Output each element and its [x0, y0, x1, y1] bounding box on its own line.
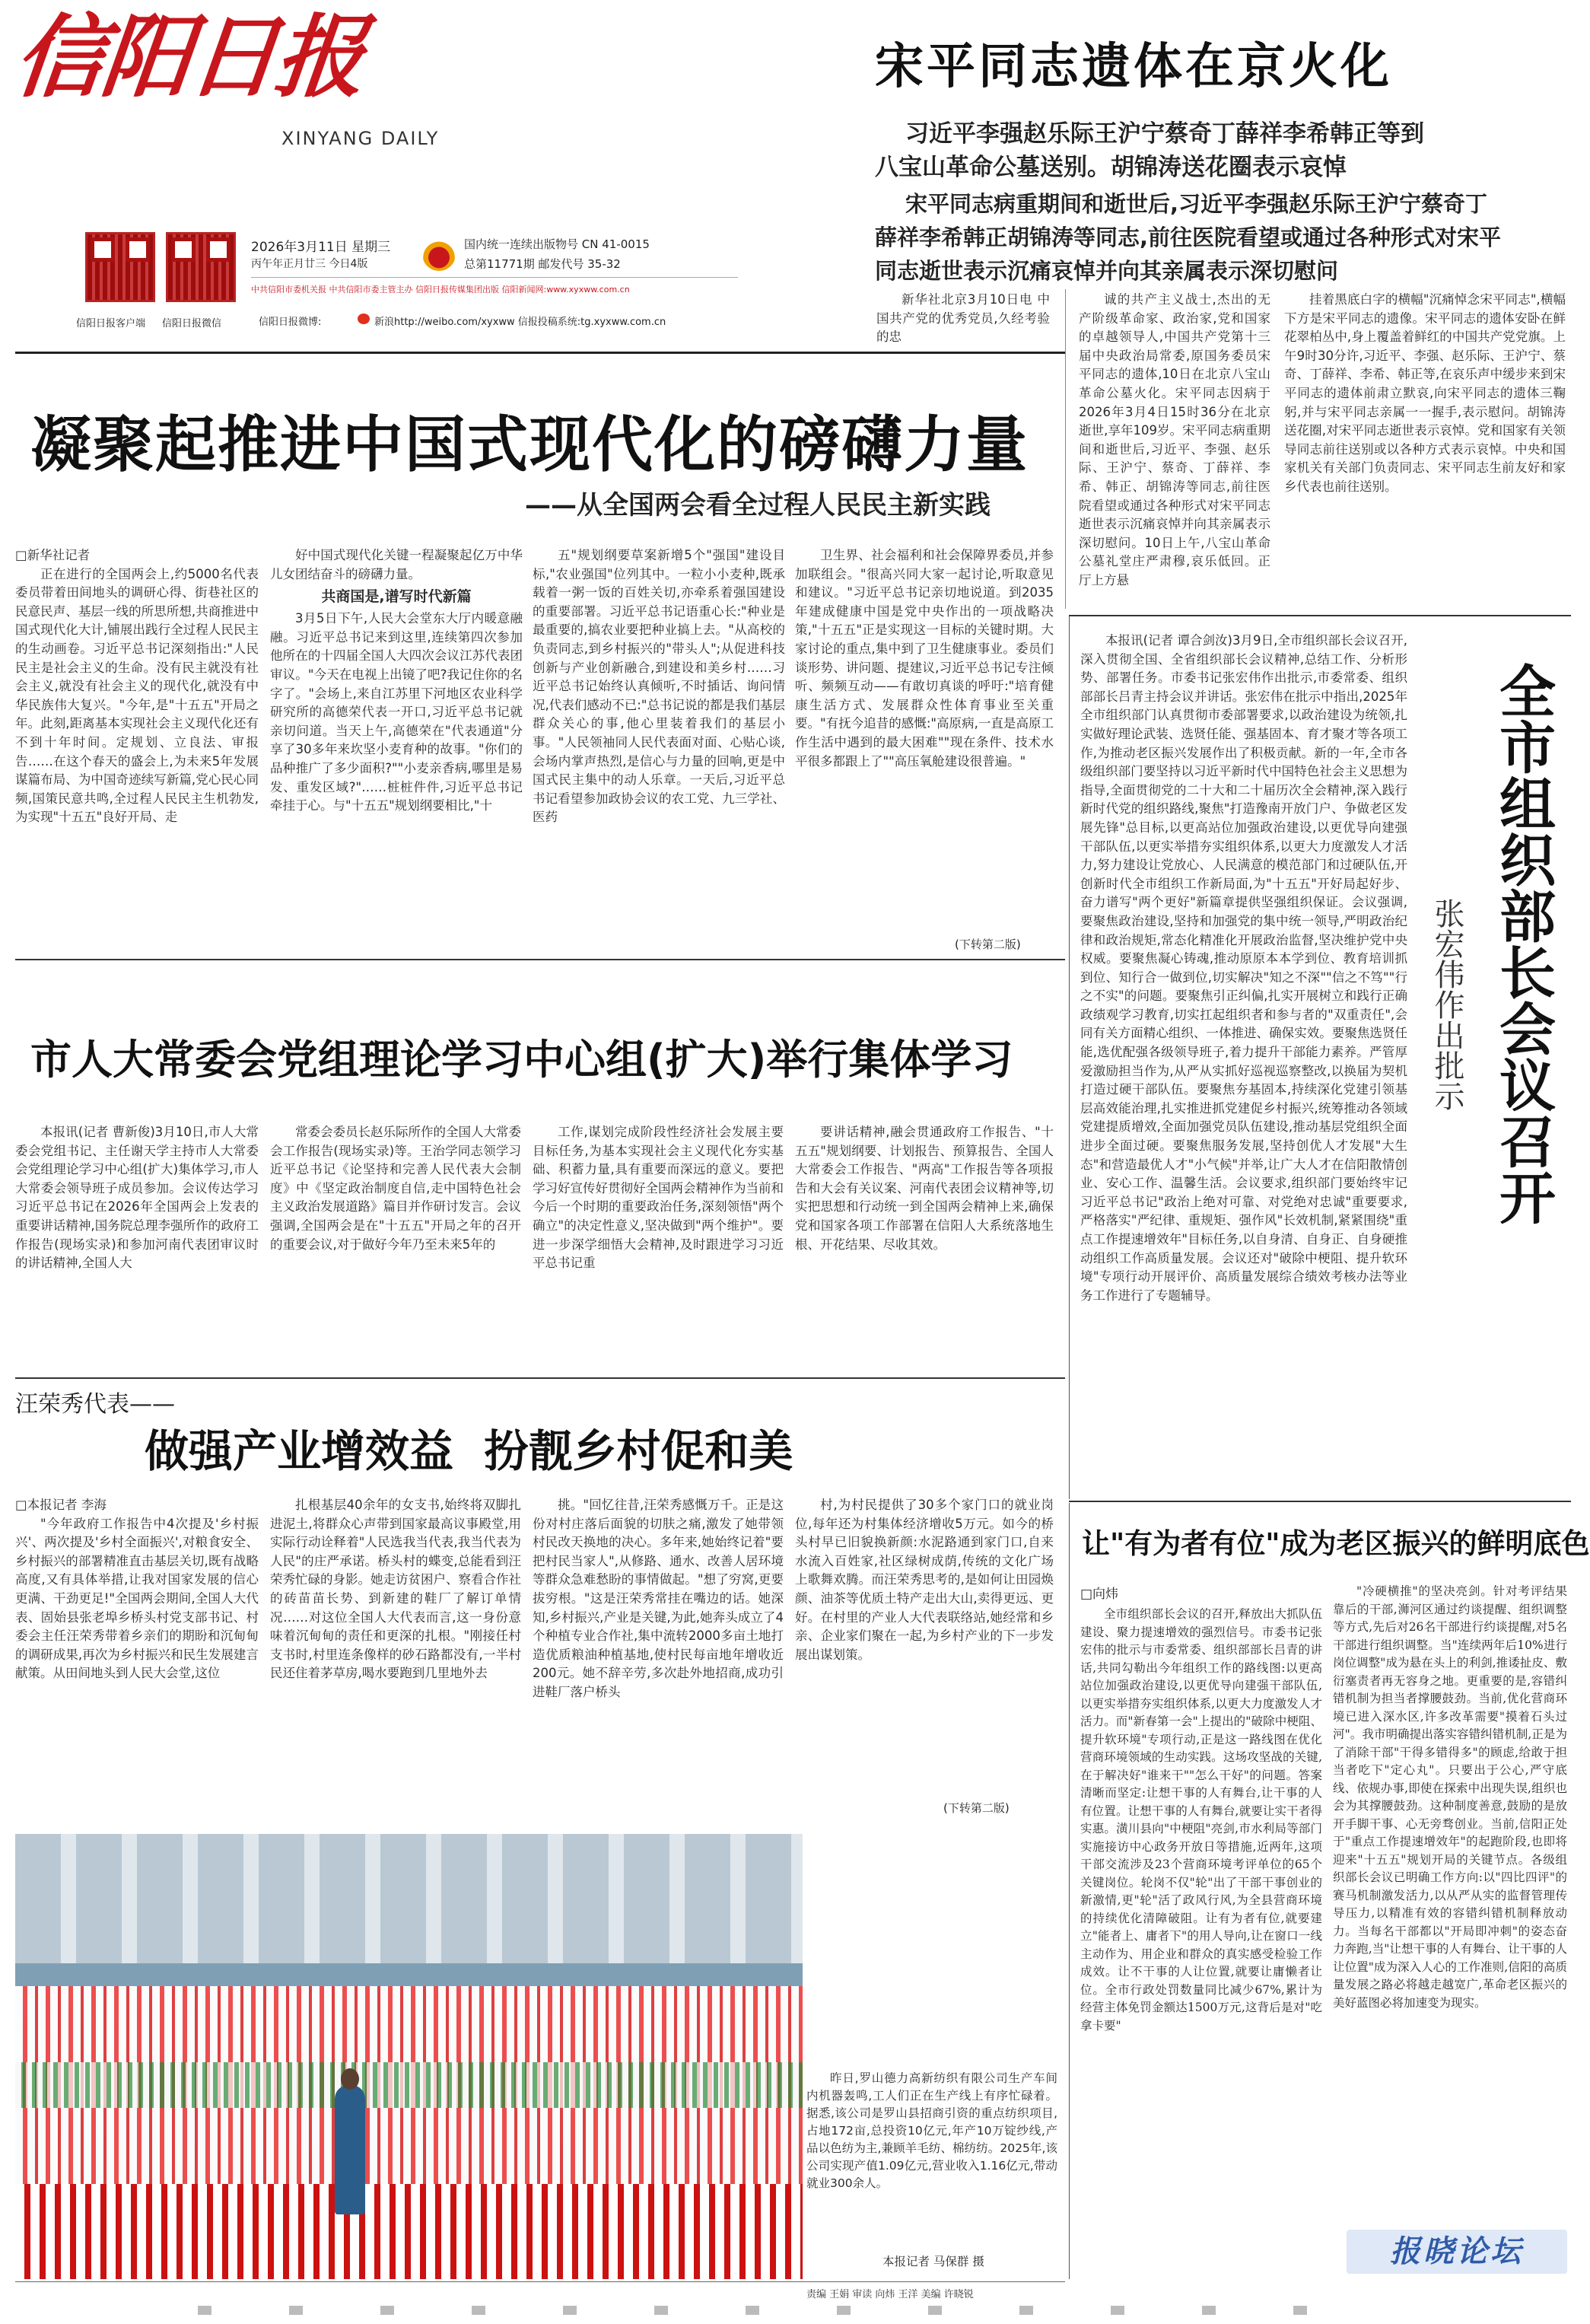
- photo-caption: 昨日,罗山德力高新纺织有限公司生产车间内机器轰鸣,工人们正在生产线上有序忙碌着。据悉,该公司是罗山县招商引资的重点纺织项目,占地172亩,总投资10亿元,年产10万锭纱线,产品以色纺为主,兼顾羊毛纺、棉纺纺。2025年,该公司实现产值1.09亿元,营业收入1.16亿元,带动就业300余人。: [806, 2071, 1057, 2190]
- top-story-col2: 诚的共产主义战士,杰出的无产阶级革命家、政治家,党和国家的卓越领导人,中国共产党第十三届中央政治局常委,原国务委员宋平同志的遗体,10日在北京八宝山革命公墓火化。宋平同志因病于2026年3月4日15时36分在北京逝世,享年109岁。宋平同志病重期间和逝世后,习近平、李强、赵乐际、王沪宁、蔡奇、丁薛祥、李希、韩正、胡锦涛等同志,前往医院看望或通过各种形式对宋平同志逝世表示沉痛哀悼并向其亲属表示深切慰问。10日上午,八宝山革命公墓礼堂庄严肃穆,哀乐低回。正厅上方悬: [1079, 292, 1270, 587]
- profile-col2: 扎根基层40余年的女支书,始终将双脚扎进泥土,将群众心声带到国家最高议事殿堂,用实际行动诠释着"人民选我当代表,我当代表为人民"的庄严承诺。桥头村的蝶变,总能看到汪荣秀忙碌的身影。她走访贫困户、察看合作社的砖苗苗长势、到新建的鞋厂了解订单情况……对这位全国人大代表而言,这一身份意味着沉甸甸的责任和更深的扎根。"刚接任村支书时,村里连条像样的砂石路都没有,一半村民还住着茅草房,喝水要跑到几里地外去: [270, 1498, 521, 1681]
- top-story-sub4: 薛祥李希韩正胡锦涛等同志,前往医院看望或通过各种形式对宋平: [875, 224, 1502, 250]
- feature-headline: 全市组织部长会议召开: [1490, 662, 1556, 1225]
- weibo-label: 信阳日报微博:: [259, 317, 322, 328]
- cn-number: 国内统一连续出版物号 CN 41-0015: [464, 237, 650, 251]
- footer-decor: [198, 2306, 1385, 2315]
- study-col3: 工作,谋划完成阶段性经济社会发展主要目标任务,为基本实现社会主义现代化夯实基础、积蓄力量,具有重要而深远的意义。要把学习好宣传好贯彻好全国两会精神作为当前和今后一个时期的重要政治任务,深刻领悟"两个确立"的决定性意义,坚决做到"两个维护"。要进一步深学细悟大会精神,及时跟进学习习近平总书记重: [533, 1125, 784, 1271]
- sun-logo-icon: [422, 237, 456, 271]
- issue-lunar: 丙午年正月廿三 今日4版: [251, 258, 368, 270]
- profile-col3: 挑。"回忆往昔,汪荣秀感慨万千。正是这份对村庄落后面貌的切肤之痛,激发了她带领村民改天换地的决心。多年来,她始终记着"要把村民当家人",从修路、通水、改善人居环境等群众急难愁盼的事情做起。"想了穷窝,更要拔穷根。"这是汪荣秀常挂在嘴边的话。她深知,乡村振兴,产业是关键,为此,她奔头成立了4个种植专业合作社,集中流转2000多亩土地打造优质粮油种植基地,使村民每亩地年增收近200元。她不辞辛劳,多次赴外地招商,成功引进鞋厂落户桥头: [533, 1498, 784, 1699]
- main-col2: 好中国式现代化关键一程凝聚起亿万中华儿女团结奋斗的磅礴力量。 共商国是,谱写时代新篇 3月5日下午,人民大会堂东大厅内暖意融融。习近平总书记来到这里,连续第四次参加他所在的十四届全国人大四次会议江苏代表团审议。"今天在电视上出镜了吧?我记住你的名字了。"会场上,来自江苏里下河地区农业科学研究所的高德荣代表一开口,习近平总书记就亲切问道。当天上午,高德荣在"代表通道"分享了30多年来坎坚小麦育种的故事。"你们的品种推广了多少面积?""小麦亲香病,哪里是易发、重发区域?"……桩桩件件,习近平总书记牵挂于心。与"十五五"规划纲要相比,"十: [270, 548, 523, 813]
- sponsor-line: 中共信阳市委机关报 中共信阳市委主管主办 信阳日报传媒集团出版 信阳新闻网:www.xyxww.com.cn: [251, 285, 630, 294]
- footer-editors: 责编 王娟 审读 向炜 王洋 美编 许晓锐: [806, 2289, 974, 2300]
- editorial-col1: 全市组织部长会议的召开,释放出大抓队伍建设、聚力提速增效的强烈信号。市委书记张宏伟的批示与市委常委、组织部部长吕青的讲话,共同勾勒出今年组织工作的路线图:以更高站位加强政治建设,以更优导向建强干部队伍,以更实举措夯实组织体系,以更大力度激发人才活力。而"新春第一会"上提出的"破除中梗阻、提升软环境"专项行动,正是这一路线图在优化营商环境领域的生动实践。这场攻坚战的关键,在于解决好"谁来干""怎么干好"的问题。答案清晰而坚定:让想干事的人有舞台,让干事的人有位置。让想干事的人有舞台,就要让实干者得实惠。潢川县向"中梗阻"亮剑,市水利局等部门实施接访中心政务开放日等措施,近两年,这项干部交流涉及23个营商环境考评单位的65个关键岗位。轮岗不仅"轮"出了干部干事创业的新激情,更"轮"活了政风行风,为全县营商环境的持续优化清障破阻。让有为者有位,就要建立"能者上、庸者下"的用人导向,让在窗口一线主动作为、用企业和群众的真实感受检验工作成效。让不干事的人让位置,就要让庸懒者让位。全市行政处罚数量同比减少67%,累计为经营主体免罚金额达1500万元,这背后是对"吃拿卡要": [1080, 1607, 1322, 2033]
- top-story-col1: 新华社北京3月10日电 中国共产党的优秀党员,久经考验的忠: [876, 292, 1050, 345]
- main-col3: 五"规划纲要草案新增5个"强国"建设目标,"农业强国"位列其中。一粒小小麦种,既承载着一粥一饭的百姓关切,亦牵系着强国建设的重要部署。习近平总书记语重心长:"种业是最重要的,搞农业要把种业搞上去。"从高校的负责同志,到乡村振兴的"带头人";从促进科技创新与产业创新融合,到建设和美乡村……习近平总书记始终认真倾听,不时插话、询问情况,代表们感动不已:"总书记说的都是我们基层群众关心的事,他心里装着我们的基层小事。"人民领袖同人民代表面对面、心贴心谈,会场内掌声热烈,是信心与力量的回响,更是中国式民主集中的动人乐章。一天后,习近平总书记看望参加政协会议的农工党、九三学社、医药: [533, 548, 785, 825]
- qr-code-icon: [85, 232, 155, 302]
- study-col4: 要讲话精神,融会贯通政府工作报告、"十五五"规划纲要、计划报告、预算报告、全国人大常委会工作报告、"两高"工作报告等各项报告和大会有关议案、河南代表团会议精神等,切实把思想和行动统一到全国两会精神上来,确保党和国家各项工作部署在信阳人大系统落地生根、开花结果、尽收其效。: [795, 1125, 1054, 1252]
- main-col4: 卫生界、社会福利和社会保障界委员,并参加联组会。"很高兴同大家一起讨论,听取意见和建议。"习近平总书记亲切地说道。到2035年建成健康中国是党中央作出的一项战略决策,"十五五"正是实现这一目标的关键时期。大家讨论的重点,集中到了卫生健康事业。委员们谈形势、讲问题、提建议,习近平总书记专注倾听、频频互动——有敢切真谈的呼吁:"培育健康生活方式、发展群众性体育事业至关重要。"有抚今追昔的感慨:"高原病,一直是高原工作生活中遇到的最大困难""现在条件、技术水平很多都跟上了""高压氧舱建设很普遍。": [795, 548, 1054, 769]
- masthead-logo: 信阳日报: [9, 4, 368, 110]
- qr-app-label: 信阳日报客户端: [76, 318, 146, 329]
- study-headline: 市人大常委会党组理论学习中心组(扩大)举行集体学习: [30, 1036, 1013, 1084]
- top-story-sub3: 宋平同志病重期间和逝世后,习近平李强赵乐际王沪宁蔡奇丁: [905, 191, 1488, 217]
- profile-continued: (下转第二版): [943, 1801, 1010, 1815]
- qr-code-icon: [166, 232, 236, 302]
- feature-subhead: 张宏伟作出批示: [1429, 898, 1464, 1111]
- editorial-headline: 让"有为者有位"成为老区振兴的鲜明底色: [1082, 1527, 1590, 1560]
- top-story-sub1: 习近平李强赵乐际王沪宁蔡奇丁薛祥李希韩正等到: [905, 120, 1424, 148]
- study-col1: 本报讯(记者 曹新俊)3月10日,市人大常委会党组书记、主任谢天学主持市人大常委会党组理论学习中心组(扩大)集体学习,市人大常委会领导班子成员参加。会议传达学习习近平总书记在2026年全国两会上发表的重要讲话精神,国务院总理李强所作的政府工作报告(现场实录)和参加河南代表团审议时的讲话精神,全国人大: [15, 1125, 259, 1271]
- top-story-col3: 挂着黑底白字的横幅"沉痛悼念宋平同志",横幅下方是宋平同志的遗像。宋平同志的遗体安卧在鲜花翠柏丛中,身上覆盖着鲜红的中国共产党党旗。上午9时30分许,习近平、李强、赵乐际、王沪宁、蔡奇、丁薛祥、李希、韩正等,在哀乐声中缓步来到宋平同志的遗体前肃立默哀,向宋平同志的遗体三鞠躬,并与宋平同志亲属一一握手,表示慰问。胡锦涛送花圈,对宋平同志逝世表示哀悼。党和国家有关领导同志前往送别或以各种方式表示哀悼。中央和国家机关有关部门负责同志、宋平同志生前友好和家乡代表也前往送别。: [1284, 292, 1566, 494]
- editorial-badge: 报晓论坛: [1347, 2230, 1567, 2274]
- top-story-sub5: 同志逝世表示沉痛哀悼并向其亲属表示深切慰问: [875, 258, 1339, 284]
- factory-photo: [15, 1834, 803, 2279]
- main-col1: □新华社记者 正在进行的全国两会上,约5000名代表委员带着田间地头的调研心得、街巷社区的民意民声、基层一线的所思所想,共商推进中国式现代化大计,铺展出践行全过程人民民主的生动画卷。习近平总书记深刻指出:"人民民主是社会主义的生命。没有民主就没有社会主义,就没有社会主义的现代化,就没有中华民族伟大复兴。"今年,是"十五五"开局之年。此刻,距离基本实现社会主义现代化还有不到十年时间。定规划、立良法、审报告……在这个春天的盛会上,为未来5年发展谋篇布局、为中国奇迹续写新篇,党心民心同频,国策民意共鸣,全过程人民民主生机勃发,为实现"十五五"良好开局、走: [15, 548, 259, 825]
- study-col2: 常委会委员长赵乐际所作的全国人大常委会工作报告(现场实录)等。王治学同志领学习近平总书记《论坚持和完善人民代表大会制度》中《坚定政治制度自信,走中国特色社会主义政治发展道路》篇目并作研讨发言。会议强调,全国两会是在"十五五"开局之年的召开的重要会议,对于做好今年乃至未来5年的: [270, 1125, 521, 1252]
- issue-date: 2026年3月11日 星期三: [251, 240, 391, 255]
- weibo-links: 新浪http://weibo.com/xyxww 信报投稿系统:tg.xyxww.com.cn: [374, 317, 666, 328]
- profile-col4: 村,为村民提供了30多个家门口的就业岗位,每年还为村集体经济增收5万元。如今的桥头村早已旧貌换新颜:水泥路通到家门口,自来水流入百姓家,社区绿树成荫,传统的文化广场上歌舞欢腾。而汪荣秀思考的,是如何让田园焕颜、油茶等优质土特产走出大山,卖得更远、更好。在村里的产业人大代表联络站,她经常和乡亲、企业家们聚在一起,为乡村产业的下一步发展出谋划策。: [795, 1498, 1054, 1662]
- main-subhead: ——从全国两会看全过程人民民主新实践: [525, 490, 991, 521]
- editorial-byline: □向炜: [1080, 1587, 1119, 1602]
- main-continued: (下转第二版): [955, 938, 1021, 951]
- top-story-headline: 宋平同志遗体在京火化: [875, 39, 1392, 95]
- profile-col1: □本报记者 李海 "今年政府工作报告中4次提及'乡村振兴'、两次提及'乡村全面振兴',对粮食安全、乡村振兴的部署精准直击基层关切,既有战略高度,又有具体举措,让我对国家发展的信心更满、干劲更足!"全国两会期间,全国人大代表、固始县张老埠乡桥头村党支部书记、村委会主任汪荣秀带着乡亲们的期盼和沉甸甸的调研成果,再次为乡村振兴和民生发展建言献策。从田间地头到人民大会堂,这位: [15, 1498, 259, 1681]
- feature-body: 本报讯(记者 谭合剑汝)3月9日,全市组织部长会议召开,深入贯彻全国、全省组织部长会议精神,总结工作、分析形势、部署任务。市委书记张宏伟作出批示,市委常委、组织部部长吕青主持会议并讲话。张宏伟在批示中指出,2025年全市组织部门认真贯彻市委部署要求,以政治建设为统领,扎实做好理论武装、选贤任能、强基固本、育才聚才等各项工作,为推动老区振兴发展作出了积极贡献。新的一年,全市各级组织部门要坚持以习近平新时代中国特色社会主义思想为指导,全面贯彻党的二十大和二十届历次全会精神,深入践行新时代党的组织路线,聚焦"打造豫南开放门户、争做老区发展先锋"总目标,以更高站位加强政治建设,以更优导向建强干部队伍,以更实举措夯实组织体系,以更大力度激发人才活力,努力建设让党放心、人民满意的模范部门和过硬队伍,开创新时代全市组织工作新局面,为"十五五"开好局起好步、奋力谱写"两个更好"新篇章提供坚强组织保证。会议强调,要聚焦政治建设,坚持和加强党的集中统一领导,严明政治纪律和政治规矩,常态化精准化开展政治监督,坚决维护党中央权威。要聚焦凝心铸魂,推动原原本本学到位、教育培训抓到位、知行合一做到位,切实解决"知之不深""信之不笃""行之不实"的问题。要聚焦引正纠偏,扎实开展树立和践行正确政绩观学习教育,切实扛起组织者和参与者的"双重责任",会同有关方面精心组织、一体推进、确保实效。要聚焦选贤任能,选优配强各级领导班子,着力提升干部能力素养。严管厚爱激励担当作为,从严从实抓好巡视巡察整改,以换届为契机打造过硬干部队伍。要聚焦夯基固本,持续深化党建引领基层高效能治理,扎实推进抓党建促乡村振兴,统筹推动各领域党建提质增效,全面加强党员队伍建设,推动基层党组织全面进步全面过硬。要聚焦服务发展,坚持创优人才发展"大生态"和营造最优人才"小气候"并举,让广大人才在信阳散情创业、安心工作、温馨生活。会议要求,组织部门要始终牢记习近平总书记"政治上绝对可靠、对党绝对忠诚"重要要求,严格落实"严纪律、重规矩、强作风"长效机制,紧紧围绕"重点工作提速增效年"目标任务,以自身清、自身正、自身硬推动组织工作高质量发展。会议还对"破除中梗阻、提升软环境"专项行动开展评价、高质量发展综合绩效考核办法等业务工作进行了专题辅导。: [1080, 633, 1407, 1303]
- weibo-icon: [358, 314, 370, 324]
- main-headline: 凝聚起推进中国式现代化的磅礴力量: [30, 409, 1029, 480]
- top-story-sub2: 八宝山革命公墓送别。胡锦涛送花圈表示哀悼: [875, 154, 1347, 181]
- qr-wechat-label: 信阳日报微信: [162, 318, 222, 329]
- photo-credit: 本报记者 马保群 摄: [882, 2255, 984, 2268]
- masthead-english: XINYANG DAILY: [281, 128, 440, 149]
- editorial-col2: "冷硬横推"的坚决亮剑。针对考评结果靠后的干部,浉河区通过约谈提醒、组织调整等方式,先后对26名干部进行约谈提醒,对5名干部进行组织调整。当"连续两年后10%进行岗位调整"成为悬在头上的利剑,推诿扯皮、敷衍塞责者再无容身之地。更重要的是,容错纠错机制为担当者撑腰鼓劲。当前,优化营商环境已进入深水区,许多改革需要"摸着石头过河"。我市明确提出落实容错纠错机制,正是为了消除干部"干得多错得多"的顾虑,给敢于担当者吃下"定心丸"。只要出于公心,严守底线、依规办事,即使在探索中出现失误,组织也会为其撑腰鼓劲。这种制度善意,鼓励的是放开手脚干事、心无旁骛创业。当前,信阳正处于"重点工作提速增效年"的起跑阶段,也即将迎来"十五五"规划开局的关键节点。各级组织部长会议已明确工作方向:以"四比四评"的赛马机制激发活力,以从严从实的监督管理传导压力,以精准有效的容错纠错机制释放动力。当每名干部都以"开局即冲刺"的姿态奋力奔跑,当"让想干事的人有舞台、让干事的人让位置"成为深入人心的工作准则,信阳的高质量发展之路必将越走越宽广,革命老区振兴的美好蓝图必将加速变为现实。: [1333, 1584, 1567, 2010]
- profile-label: 汪荣秀代表——: [15, 1391, 175, 1418]
- profile-headline: 做强产业增效益 扮靓乡村促和美: [145, 1425, 793, 1477]
- total-number: 总第11771期 邮发代号 35-32: [464, 257, 621, 271]
